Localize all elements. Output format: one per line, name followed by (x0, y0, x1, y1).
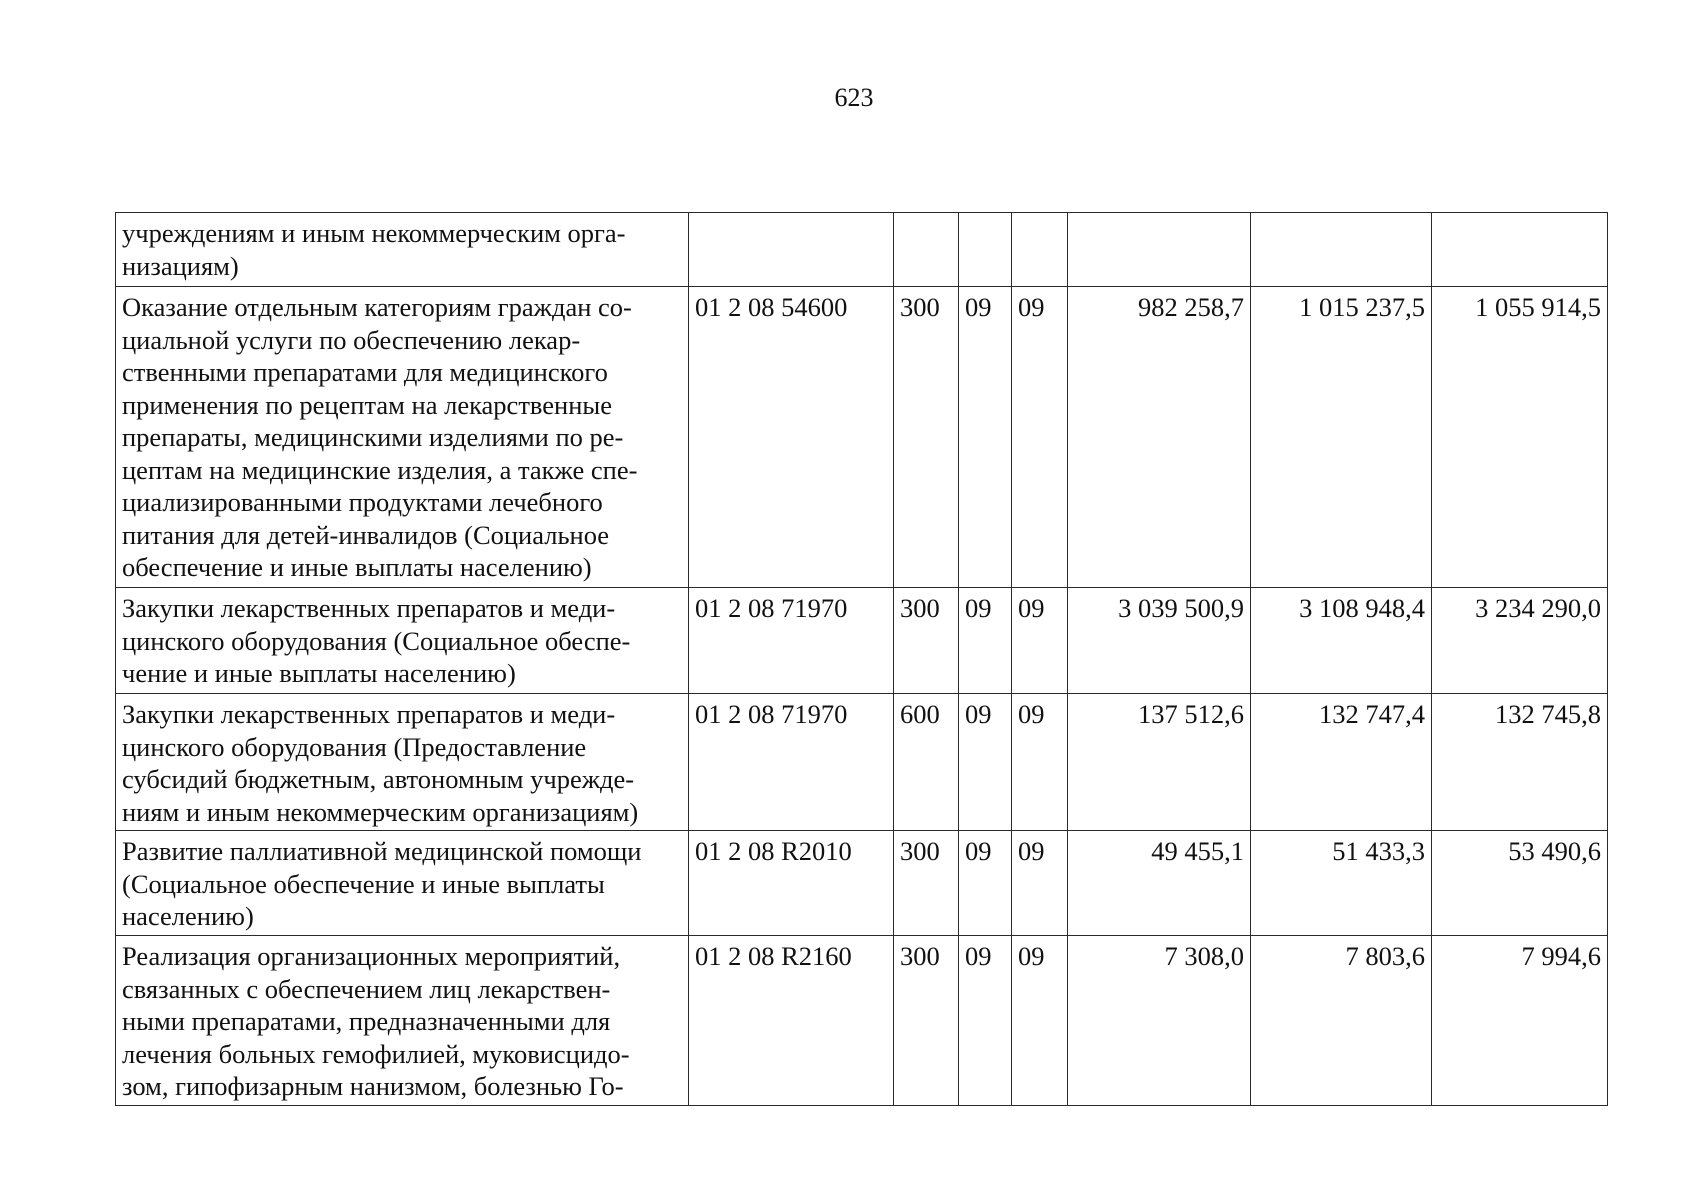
amount-year-2: 7 803,6 (1251, 936, 1432, 1106)
amount-year-3: 1 055 914,5 (1432, 287, 1608, 588)
row-name: Развитие паллиативной медицинской помощи (Социальное обеспечение и иные выплаты населению) (116, 831, 689, 936)
page-number: 623 (834, 83, 874, 112)
amount-year-1: 137 512,6 (1068, 694, 1251, 831)
amount-year-2: 3 108 948,4 (1251, 588, 1432, 694)
expense-type-code: 300 (894, 936, 959, 1106)
amount-year-1: 49 455,1 (1068, 831, 1251, 936)
row-name: Реализация организационных мероприятий, связанных с обеспечением лиц лекарствен- ными препаратами, предназначенными для лечения больных гемофилией, муковисцидо- зом, гипофизарным нанизмом, болезнью Го- (116, 936, 689, 1106)
table-row (116, 287, 1608, 588)
subsection-code: 09 (1012, 694, 1068, 831)
expense-type-code: 300 (894, 287, 959, 588)
row-name: Оказание отдельным категориям граждан со- циальной услуги по обеспечению лекар- ственными препаратами для медицинского применения по рецептам на лекарственные препараты, медицинскими изделиями по ре- цептам на медицинские изделия, а также спе- циализированными продуктами лечебного питания для детей-инвалидов (Социальное обеспечение и иные выплаты населению) (116, 287, 689, 588)
row-name: Закупки лекарственных препаратов и меди- цинского оборудования (Социальное обеспе- чение и иные выплаты населению) (116, 588, 689, 694)
subsection-code: 09 (1012, 831, 1068, 936)
section-code: 09 (959, 694, 1012, 831)
subsection-code: 09 (1012, 588, 1068, 694)
amount-year-1: 982 258,7 (1068, 287, 1251, 588)
row-name: учреждениям и иным некоммерческим орга- низациям) (116, 213, 689, 287)
target-article-code: 01 2 08 R2160 (689, 936, 894, 1106)
table-row (116, 936, 1608, 1106)
section-code: 09 (959, 588, 1012, 694)
budget-table (115, 212, 1608, 1106)
amount-year-3: 7 994,6 (1432, 936, 1608, 1106)
subsection-code (1012, 213, 1068, 287)
section-code: 09 (959, 936, 1012, 1106)
expense-type-code: 600 (894, 694, 959, 831)
table-row (116, 588, 1608, 694)
amount-year-2: 132 747,4 (1251, 694, 1432, 831)
amount-year-3: 3 234 290,0 (1432, 588, 1608, 694)
amount-year-2: 1 015 237,5 (1251, 287, 1432, 588)
section-code: 09 (959, 287, 1012, 588)
section-code: 09 (959, 831, 1012, 936)
table-row (116, 213, 1608, 287)
expense-type-code: 300 (894, 831, 959, 936)
target-article-code: 01 2 08 54600 (689, 287, 894, 588)
amount-year-1 (1068, 213, 1251, 287)
table-row (116, 694, 1608, 831)
target-article-code: 01 2 08 71970 (689, 694, 894, 831)
amount-year-2 (1251, 213, 1432, 287)
amount-year-1: 7 308,0 (1068, 936, 1251, 1106)
target-article-code (689, 213, 894, 287)
subsection-code: 09 (1012, 287, 1068, 588)
section-code (959, 213, 1012, 287)
target-article-code: 01 2 08 R2010 (689, 831, 894, 936)
amount-year-3 (1432, 213, 1608, 287)
table-row (116, 831, 1608, 936)
expense-type-code (894, 213, 959, 287)
amount-year-3: 53 490,6 (1432, 831, 1608, 936)
target-article-code: 01 2 08 71970 (689, 588, 894, 694)
expense-type-code: 300 (894, 588, 959, 694)
amount-year-1: 3 039 500,9 (1068, 588, 1251, 694)
amount-year-2: 51 433,3 (1251, 831, 1432, 936)
row-name: Закупки лекарственных препаратов и меди- цинского оборудования (Предоставление субсидий бюджетным, автономным учрежде- ниям и иным некоммерческим организациям) (116, 694, 689, 831)
subsection-code: 09 (1012, 936, 1068, 1106)
amount-year-3: 132 745,8 (1432, 694, 1608, 831)
